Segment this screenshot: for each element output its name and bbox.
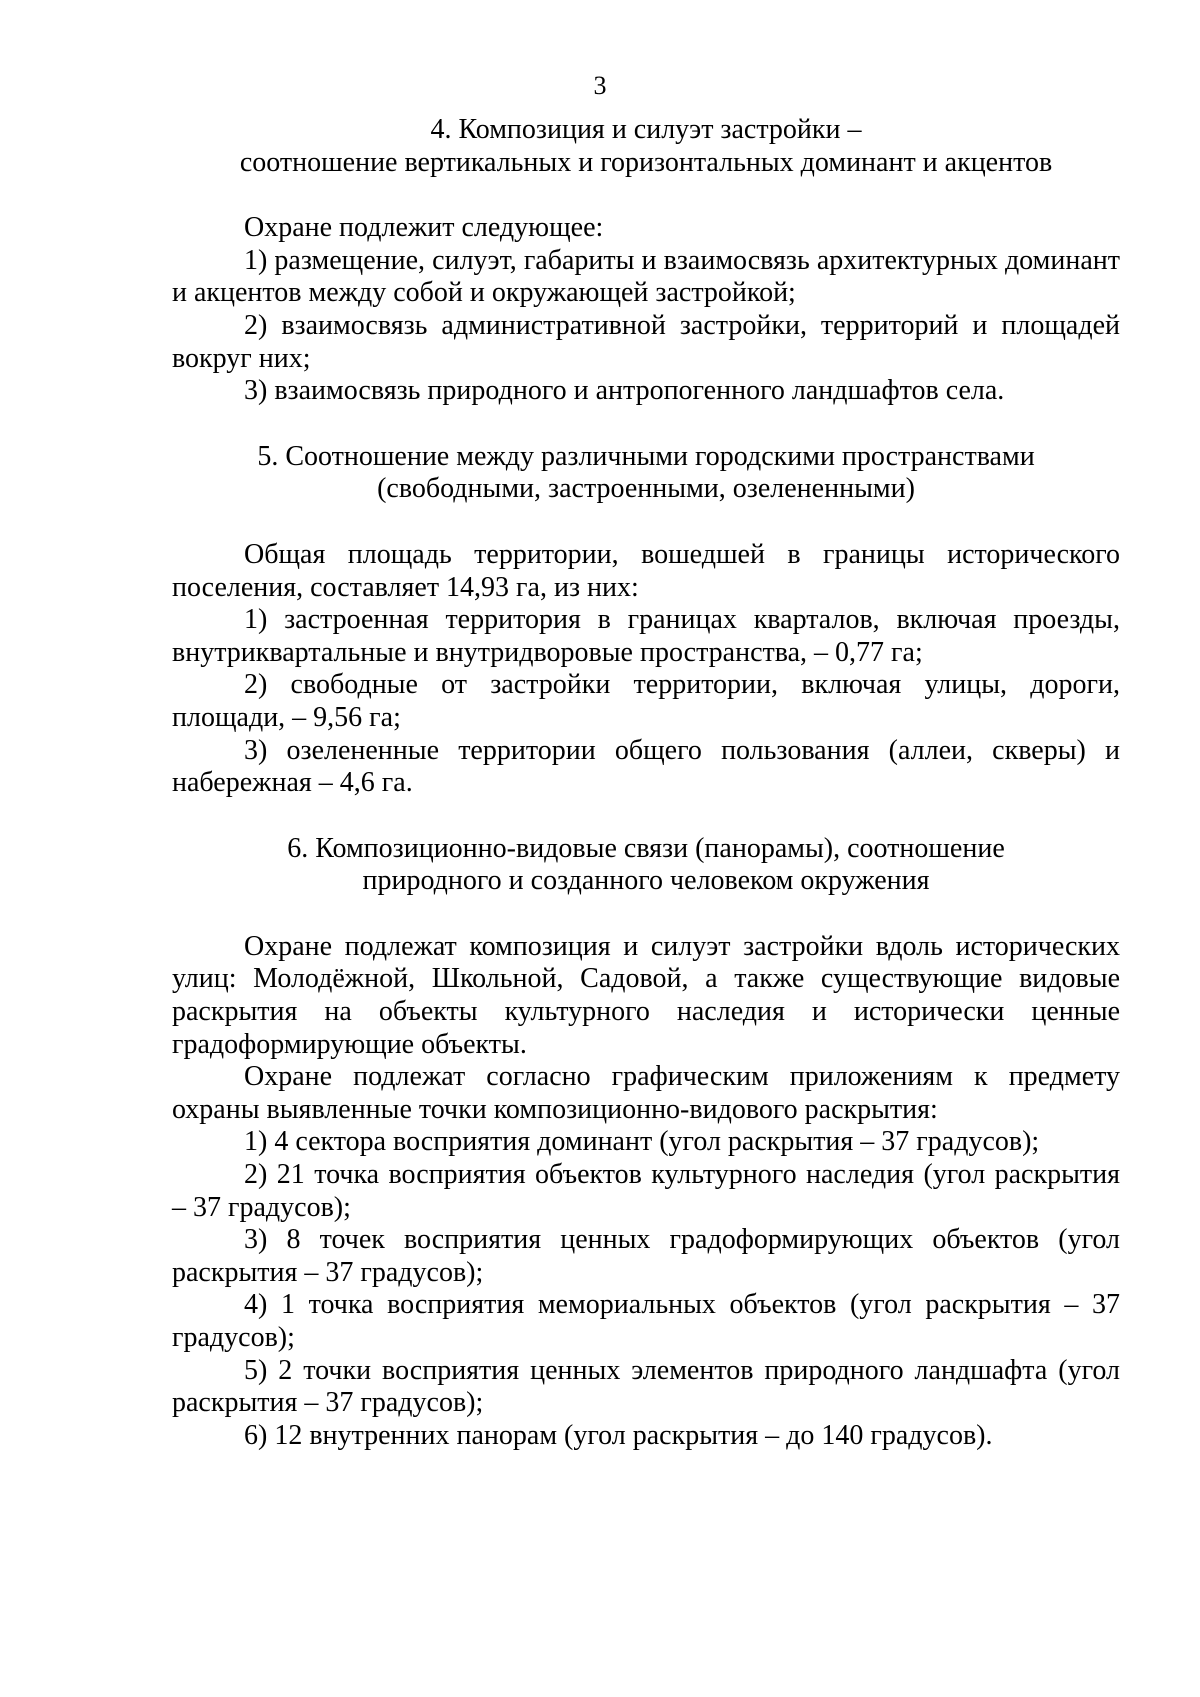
list-item: 3) 8 точек восприятия ценных градоформирующих объектов (угол раскрытия – 37 градусов); (172, 1224, 1120, 1288)
heading-line: природного и созданного человеком окружения (362, 865, 930, 897)
section-heading (172, 441, 1120, 506)
list-item: 1) размещение, силуэт, габариты и взаимосвязь архитектурных доминант и акцентов между собой и окружающей застройкой; (172, 244, 1120, 309)
list-item: 5) 2 точки восприятия ценных элементов природного ландшафта (угол раскрытия – 37 градусов); (172, 1354, 1120, 1419)
section-5 (172, 441, 1120, 800)
section-heading (172, 114, 1120, 179)
spacer (172, 179, 1120, 212)
heading-line: соотношение вертикальных и горизонтальных доминант и акцентов (239, 146, 1053, 178)
section-4 (172, 114, 1120, 408)
paragraph: Охране подлежат композиция и силуэт застройки вдоль исторических улиц: Молодёжной, Школьной, Садовой, а также существующие видовые раскрытия на объекты культурного наследия и исторически ценные градоформирующие объекты. (172, 930, 1120, 1060)
list-item: 4) 1 точка восприятия мемориальных объектов (угол раскрытия – 37 градусов); (172, 1289, 1120, 1353)
spacer (172, 800, 1120, 833)
paragraph: Охране подлежат согласно графическим приложениям к предмету охраны выявленные точки композиционно-видового раскрытия: (172, 1061, 1120, 1125)
page-content (172, 114, 1120, 1452)
spacer (172, 898, 1120, 931)
page-number: 3 (593, 71, 607, 100)
spacer (172, 506, 1120, 539)
list-item: 3) озелененные территории общего пользования (аллеи, скверы) и набережная – 4,6 га. (172, 734, 1120, 799)
section-6 (172, 833, 1120, 1453)
list-item: 6) 12 внутренних панорам (угол раскрытия – до 140 градусов). (244, 1419, 993, 1451)
list-item: 2) свободные от застройки территории, включая улицы, дороги, площади, – 9,56 га; (172, 669, 1120, 733)
heading-line: 5. Соотношение между различными городскими пространствами (257, 440, 1035, 472)
heading-line: 4. Композиция и силуэт застройки – (430, 114, 862, 145)
heading-line: (свободными, застроенными, озелененными) (377, 473, 915, 505)
paragraph: Охране подлежит следующее: (244, 212, 604, 244)
list-item: 1) 4 сектора восприятия доминант (угол раскрытия – 37 градусов); (244, 1126, 1040, 1158)
heading-line: 6. Композиционно-видовые связи (панорамы), соотношение (287, 832, 1005, 864)
list-item: 2) 21 точка восприятия объектов культурного наследия (угол раскрытия – 37 градусов); (172, 1159, 1120, 1223)
section-heading (172, 833, 1120, 898)
list-item: 2) взаимосвязь административной застройки, территорий и площадей вокруг них; (172, 309, 1120, 374)
list-item: 1) застроенная территория в границах кварталов, включая проезды, внутриквартальные и внутридворовые пространства, – 0,77 га; (172, 604, 1120, 668)
list-item: 3) взаимосвязь природного и антропогенного ландшафтов села. (244, 375, 1005, 407)
spacer (172, 408, 1120, 441)
paragraph: Общая площадь территории, вошедшей в границы исторического поселения, составляет 14,93 га, из них: (172, 538, 1120, 603)
